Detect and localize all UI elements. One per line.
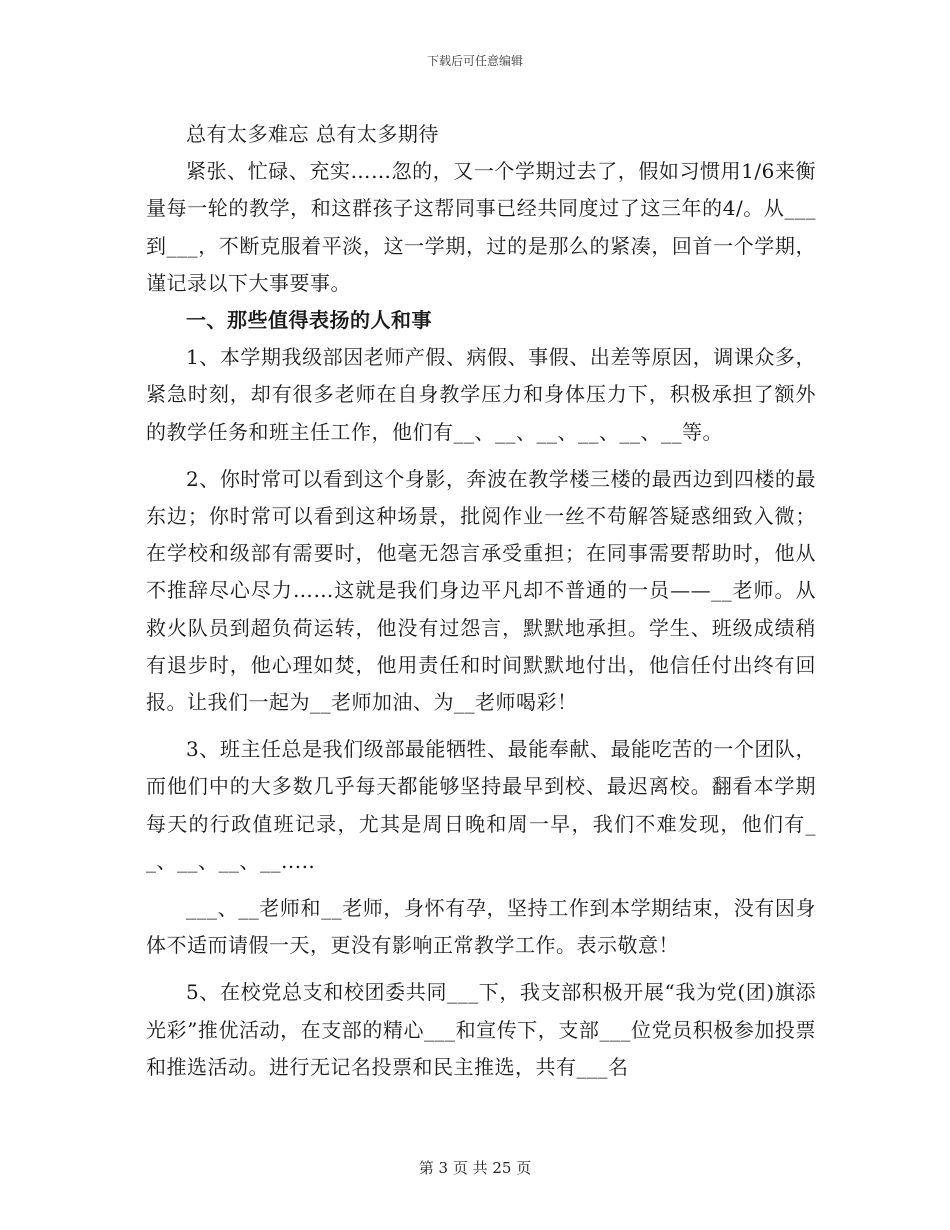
page-footer: 第 3 页 共 25 页: [418, 1159, 532, 1177]
section-heading: 一、那些值得表扬的人和事: [186, 308, 432, 333]
paragraph-item-3: 3、班主任总是我们级部最能牺牲、最能奉献、最能吃苦的一个团队，而他们中的大多数几乎每天都能够坚持最早到校、最迟离校。翻看本学期每天的行政值班记录，尤其是周日晚和周一早，我们不难发现，他们有__、__、__、__.....: [146, 737, 816, 873]
paragraph-item-2: 2、你时常可以看到这个身影，奔波在教学楼三楼的最西边到四楼的最东边；你时常可以看到这种场景，批阅作业一丝不苟解答疑惑细致入微；在学校和级部有需要时，他毫无怨言承受重担；在同事需要帮助时，他从不推辞尽心尽力……这就是我们身边平凡却不普通的一员——__老师。从救火队员到超负荷运转，他没有过怨言，默默地承担。学生、班级成绩稍有退步时，他心理如焚，他用责任和时间默默地付出，他信任付出终有回报。让我们一起为__老师加油、为__老师喝彩！: [146, 466, 816, 715]
section-title: 总有太多难忘 总有太多期待: [186, 122, 439, 146]
intro-paragraph: 紧张、忙碌、充实……忽的，又一个学期过去了，假如习惯用1/6来衡量每一轮的教学，和这群孩子这帮同事已经共同度过了这三年的4/。从___到___，不断克服着平淡，这一学期，过的是那么的紧凑，回首一个学期，谨记录以下大事要事。: [146, 159, 816, 295]
document-body: [146, 116, 816, 1086]
paragraph-item-5: 5、在校党总支和校团委共同___下，我支部积极开展“我为党(团)旗添光彩”推优活动，在支部的精心___和宣传下，支部___位党员积极参加投票和推选活动。进行无记名投票和民主推选，共有___名: [146, 980, 816, 1079]
paragraph-item-4: ___、__老师和__老师，身怀有孕，坚持工作到本学期结束，没有因身体不适而请假一天，更没有影响正常教学工作。表示敬意！: [146, 896, 816, 958]
page-header: 下载后可任意编辑: [426, 54, 523, 68]
paragraph-item-1: 1、本学期我级部因老师产假、病假、事假、出差等原因，调课众多，紧急时刻，却有很多老师在自身教学压力和身体压力下，积极承担了额外的教学任务和班主任工作，他们有__、__、__、__、__、__等。: [146, 345, 816, 444]
